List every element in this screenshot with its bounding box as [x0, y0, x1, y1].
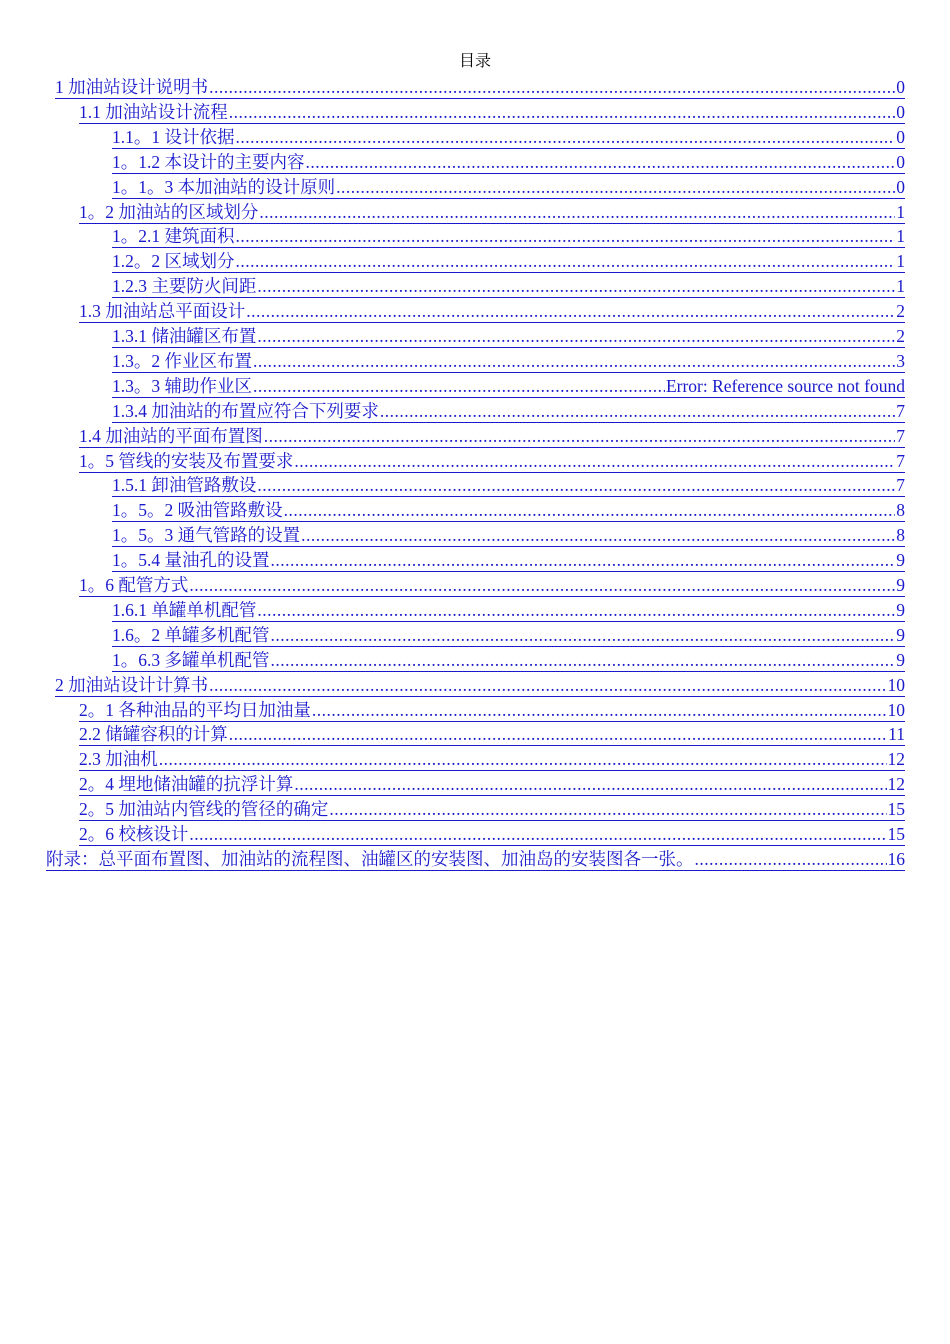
toc-entry-label: 2。6 校核设计: [79, 824, 189, 844]
toc-entry[interactable]: [79, 99, 905, 124]
toc-entry[interactable]: [112, 647, 905, 672]
toc-entry-label: 1.3.1 储油罐区布置: [112, 326, 257, 346]
toc-entry[interactable]: [112, 348, 905, 373]
toc-entry-page-number: 12: [887, 774, 905, 795]
toc-entry-page-number: 2: [896, 326, 905, 346]
dot-leader: [259, 201, 895, 223]
dot-leader: [236, 250, 896, 272]
dot-leader: [257, 275, 895, 297]
dot-leader: [209, 76, 895, 98]
toc-entry[interactable]: [46, 846, 905, 871]
toc-entry-label: 2.2 储罐容积的计算: [79, 724, 228, 745]
dot-leader: [695, 848, 887, 870]
toc-entry-page-number: 10: [887, 699, 905, 720]
dot-leader: [159, 748, 887, 770]
toc-entry-page-number: 0: [896, 77, 905, 97]
toc-entry-page-number: 16: [887, 848, 905, 869]
toc-entry[interactable]: [79, 771, 905, 796]
toc-entry-label: 1.6。2 单罐多机配管: [112, 624, 270, 645]
toc-entry[interactable]: [112, 398, 905, 423]
toc-entry[interactable]: [112, 522, 905, 547]
dot-leader: [294, 450, 895, 472]
toc-entry[interactable]: [55, 74, 905, 99]
dot-leader: [236, 126, 896, 148]
toc-entry-page-number: 9: [896, 575, 905, 595]
toc-entry-page-number: 9: [896, 624, 905, 645]
toc-entry-page-number: 7: [896, 400, 905, 421]
toc-entry-page-number: 0: [896, 101, 905, 122]
toc-entry-page-number: 1: [896, 251, 905, 272]
toc-entry-page-number: 7: [896, 475, 905, 496]
dot-leader: [257, 325, 895, 347]
dot-leader: [271, 649, 896, 671]
toc-entry-label: 2。1 各种油品的平均日加油量: [79, 699, 311, 720]
toc-entry-label: 1.3 加油站总平面设计: [79, 301, 246, 322]
toc-entry-page-number: 7: [896, 425, 905, 446]
toc-entry-page-number: 15: [887, 799, 905, 820]
toc-entry[interactable]: [112, 248, 905, 273]
dot-leader: [253, 375, 665, 397]
toc-entry[interactable]: [79, 199, 905, 224]
dot-leader: [229, 101, 896, 123]
toc-entry-page-number: Error: Reference source not found: [665, 375, 905, 396]
dot-leader: [306, 151, 896, 173]
toc-entry-label: 1。2 加油站的区域划分: [79, 201, 259, 222]
toc-entry[interactable]: [55, 672, 905, 697]
dot-leader: [312, 699, 887, 721]
toc-entry[interactable]: [112, 124, 905, 149]
dot-leader: [271, 624, 896, 646]
toc-entry-label: 1.4 加油站的平面布置图: [79, 425, 263, 446]
dot-leader: [329, 798, 886, 820]
dot-leader: [253, 350, 895, 372]
toc-entry[interactable]: [79, 796, 905, 821]
toc-entry[interactable]: [112, 149, 905, 174]
dot-leader: [229, 723, 887, 745]
dot-leader: [257, 599, 895, 621]
dot-leader: [264, 425, 896, 447]
toc-entry-label: 1。5。3 通气管路的设置: [112, 525, 301, 546]
toc-entry[interactable]: [112, 622, 905, 647]
dot-leader: [209, 674, 886, 696]
dot-leader: [189, 574, 895, 596]
toc-entry-label: 1。6 配管方式: [79, 575, 189, 595]
dot-leader: [236, 225, 896, 247]
toc-entry-label: 1。5 管线的安装及布置要求: [79, 450, 294, 471]
toc-entry-page-number: 7: [896, 450, 905, 471]
toc-entry-page-number: 10: [887, 674, 905, 695]
toc-entry-label: 1。1.2 本设计的主要内容: [112, 151, 305, 172]
toc-title: 目录: [458, 53, 491, 70]
toc-entry[interactable]: [112, 223, 905, 248]
toc-entry[interactable]: [79, 298, 905, 323]
dot-leader: [257, 474, 895, 496]
toc-entry-label: 附录：总平面布置图、加油站的流程图、油罐区的安装图、加油岛的安装图各一张。: [46, 848, 694, 869]
toc-entry-label: 1 加油站设计说明书: [55, 77, 209, 97]
dot-leader: [271, 549, 896, 571]
toc-entry-page-number: 15: [887, 824, 905, 844]
toc-entry-page-number: 9: [896, 550, 905, 571]
toc-entry[interactable]: [79, 821, 905, 846]
toc-entry-label: 1.2.3 主要防火间距: [112, 276, 257, 297]
toc-entry[interactable]: [112, 373, 905, 398]
toc-entry-label: 1.6.1 单罐单机配管: [112, 599, 257, 620]
toc-entry[interactable]: [112, 597, 905, 622]
toc-entry-page-number: 3: [896, 350, 905, 371]
toc-entry-label: 1.3。3 辅助作业区: [112, 375, 252, 396]
toc-entry-page-number: 8: [896, 525, 905, 546]
toc-entry[interactable]: [79, 697, 905, 722]
toc-entry-page-number: 0: [896, 176, 905, 197]
toc-entry-page-number: 1: [896, 201, 905, 222]
toc-entry[interactable]: [79, 572, 905, 597]
toc-entry[interactable]: [112, 547, 905, 572]
toc-entry-label: 1.5.1 卸油管路敷设: [112, 475, 257, 496]
toc-entry-label: 1.3.4 加油站的布置应符合下列要求: [112, 400, 379, 421]
toc-entry-page-number: 11: [888, 724, 905, 745]
toc-entry[interactable]: [112, 472, 905, 497]
toc-entry-page-number: 9: [896, 599, 905, 620]
toc-entry-page-number: 8: [896, 500, 905, 521]
dot-leader: [246, 300, 895, 322]
toc-entry[interactable]: [112, 273, 905, 298]
toc-entry-label: 2.3 加油机: [79, 749, 158, 770]
dot-leader: [301, 524, 895, 546]
toc-entry-page-number: 1: [896, 276, 905, 297]
toc-entry-label: 1。1。3 本加油站的设计原则: [112, 176, 336, 197]
toc-entry-page-number: 12: [887, 749, 905, 770]
toc-entry-label: 2 加油站设计计算书: [55, 674, 209, 695]
toc-entry[interactable]: [79, 721, 905, 746]
toc-entry-page-number: 1: [896, 226, 905, 247]
dot-leader: [284, 499, 896, 521]
toc-entry-page-number: 0: [896, 151, 905, 172]
toc-entry-label: 1。6.3 多罐单机配管: [112, 649, 270, 670]
dot-leader: [294, 773, 886, 795]
toc-entry-page-number: 0: [896, 126, 905, 147]
toc-entry-label: 1.1。1 设计依据: [112, 126, 235, 147]
toc-entry[interactable]: [79, 448, 905, 473]
dot-leader: [336, 176, 895, 198]
toc-entry-page-number: 9: [896, 649, 905, 670]
toc-entry-label: 1.3。2 作业区布置: [112, 350, 252, 371]
toc-entry-page-number: 2: [896, 301, 905, 322]
toc-entry-label: 1。5。2 吸油管路敷设: [112, 500, 283, 521]
toc-entry[interactable]: [79, 423, 905, 448]
toc-entry-label: 2。4 埋地储油罐的抗浮计算: [79, 774, 294, 795]
toc-entry-label: 1.2。2 区域划分: [112, 251, 235, 272]
toc-entry[interactable]: [112, 497, 905, 522]
toc-entry-label: 1。5.4 量油孔的设置: [112, 550, 270, 571]
toc-entry[interactable]: [79, 746, 905, 771]
dot-leader: [189, 823, 886, 845]
toc-entry[interactable]: [112, 174, 905, 199]
toc-entry-label: 1。2.1 建筑面积: [112, 226, 235, 247]
toc-entry-label: 1.1 加油站设计流程: [79, 101, 228, 122]
toc-entry[interactable]: [112, 323, 905, 348]
toc-entry-label: 2。5 加油站内管线的管径的确定: [79, 799, 329, 820]
dot-leader: [380, 400, 895, 422]
